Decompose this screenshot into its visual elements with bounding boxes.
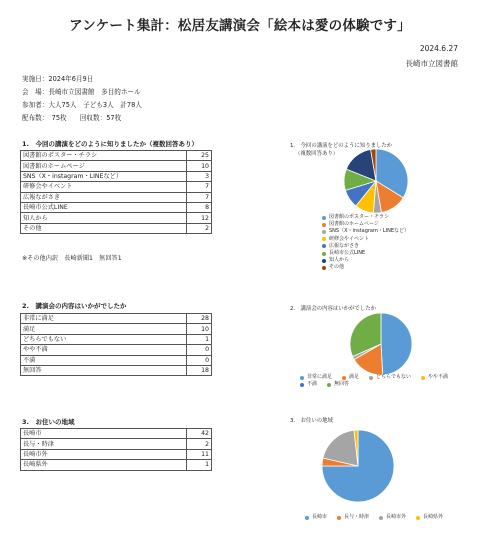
legend-swatch	[322, 266, 326, 270]
meta-participants: 参加者：大人75人 子ども3人 計78人	[22, 101, 142, 109]
legend-label: 長崎市	[312, 514, 328, 520]
legend-swatch	[300, 376, 304, 380]
row-label: 非常に満足	[21, 314, 187, 324]
table-row	[21, 355, 212, 365]
legend-label: どちらでもない	[376, 374, 411, 380]
legend-swatch	[322, 223, 326, 227]
chart1-title: 1. 今回の講演をどのように知りましたか	[290, 143, 393, 149]
chart1-pie	[340, 145, 420, 215]
row-label: その他	[21, 223, 187, 233]
table-row	[21, 439, 212, 449]
row-label: 知人から	[21, 213, 187, 223]
legend-label: 非常に満足	[307, 374, 333, 380]
row-label: 広報ながさき	[21, 192, 187, 202]
q3-table	[20, 428, 212, 471]
row-label: やや不満	[21, 345, 187, 355]
table-row	[21, 365, 212, 375]
table-row	[21, 345, 212, 355]
row-label: 無回答	[21, 365, 187, 375]
legend-item	[322, 264, 409, 271]
legend-label: 知人から	[329, 257, 350, 264]
legend-label: 長与・時津	[344, 514, 370, 520]
q2-table	[20, 313, 212, 376]
meta-date: 実施日：2024年6月9日	[22, 75, 94, 83]
legend-item	[322, 236, 409, 243]
chart2-legend	[300, 374, 470, 388]
legend-item	[327, 381, 349, 388]
row-value: 25	[187, 151, 212, 161]
page-title: アンケート集計：松居友講演会「絵本は愛の体験です」	[69, 18, 411, 34]
row-value: 0	[187, 355, 212, 365]
row-label: 不満	[21, 355, 187, 365]
table-row	[21, 182, 212, 192]
table-row	[21, 213, 212, 223]
legend-swatch	[421, 376, 425, 380]
row-value: 3	[187, 171, 212, 181]
legend-swatch	[300, 383, 304, 387]
row-label: どちらでもない	[21, 334, 187, 344]
row-value: 8	[187, 202, 212, 212]
row-label: 図書館のホームページ	[21, 161, 187, 171]
table-row	[21, 449, 212, 459]
row-value: 1	[187, 460, 212, 470]
legend-swatch	[337, 516, 341, 520]
legend-swatch	[322, 252, 326, 256]
meta-venue: 会 場：長崎市立図書館 多目的ホール	[22, 88, 141, 96]
meta-distribution: 配布数： 75枚 回収数：57枚	[22, 114, 122, 122]
legend-label: 研修会やイベント	[329, 235, 370, 242]
legend-item	[300, 381, 317, 388]
legend-item	[369, 374, 411, 381]
legend-swatch	[379, 516, 383, 520]
legend-swatch	[342, 376, 346, 380]
table-row	[21, 429, 212, 439]
row-value: 1	[187, 334, 212, 344]
legend-label: SNS（X・instagram・LINEなど）	[329, 228, 410, 235]
legend-item	[379, 514, 406, 521]
legend-swatch	[322, 237, 326, 241]
legend-label: 広報ながさき	[329, 242, 360, 249]
legend-swatch	[322, 244, 326, 248]
legend-swatch	[322, 216, 326, 220]
q1-note: ※その他内訳 長崎新聞1 無回答1	[22, 255, 122, 262]
legend-label: 長崎市外	[386, 514, 407, 520]
report-date: 2024.6.27	[419, 44, 458, 53]
table-row	[21, 460, 212, 470]
legend-label: 図書館のポスター・チラシ	[329, 214, 390, 220]
row-label: SNS（X・instagram・LINEなど）	[21, 171, 187, 181]
row-value: 7	[187, 182, 212, 192]
legend-label: 無回答	[334, 381, 350, 388]
organization-name: 長崎市立図書館	[405, 59, 458, 68]
pie-slice	[381, 313, 412, 375]
q1-heading: 1. 今回の講演をどのように知りましたか（複数回答あり）	[22, 140, 198, 148]
row-value: 2	[187, 223, 212, 233]
legend-item	[322, 228, 409, 235]
row-value: 18	[187, 365, 212, 375]
legend-label: 満足	[349, 374, 360, 380]
row-label: 長崎市	[21, 429, 187, 439]
row-value: 10	[187, 324, 212, 334]
legend-item	[421, 374, 448, 381]
row-label: 長崎市外	[21, 449, 187, 459]
table-row	[21, 161, 212, 171]
row-label: 長崎市公式LINE	[21, 202, 187, 212]
legend-label: その他	[329, 264, 345, 271]
legend-swatch	[322, 259, 326, 263]
chart3-legend	[305, 514, 475, 521]
q3-heading: 3. お住いの地域	[22, 418, 75, 426]
table-row	[21, 223, 212, 233]
chart3-pie	[322, 422, 402, 512]
legend-item	[416, 514, 443, 521]
legend-item	[322, 243, 409, 250]
row-label: 図書館のポスター・チラシ	[21, 151, 187, 161]
table-row	[21, 171, 212, 181]
legend-label: 長崎県外	[423, 514, 444, 520]
legend-label: 図書館のホームページ	[329, 221, 379, 228]
legend-label: 長崎市公式LINE	[329, 250, 366, 257]
table-row	[21, 334, 212, 344]
legend-swatch	[322, 230, 326, 234]
row-value: 2	[187, 439, 212, 449]
legend-swatch	[327, 383, 331, 387]
chart2-pie	[345, 310, 425, 380]
legend-swatch	[416, 516, 420, 520]
table-row	[21, 202, 212, 212]
row-value: 12	[187, 213, 212, 223]
legend-item	[305, 514, 327, 521]
table-row	[21, 192, 212, 202]
chart2-title: 2. 講演会の内容はいかがでしたか	[290, 306, 377, 312]
legend-label: やや不満	[427, 374, 448, 380]
chart3-title: 3. お住いの地域	[290, 418, 333, 424]
chart1-legend	[322, 214, 409, 272]
legend-swatch	[369, 376, 373, 380]
legend-swatch	[305, 516, 309, 520]
row-value: 10	[187, 161, 212, 171]
row-value: 42	[187, 429, 212, 439]
table-row	[21, 314, 212, 324]
q1-table	[20, 150, 212, 234]
row-value: 7	[187, 192, 212, 202]
row-value: 11	[187, 449, 212, 459]
row-label: 研修会やイベント	[21, 182, 187, 192]
legend-label: 不満	[307, 381, 318, 388]
row-value: 28	[187, 314, 212, 324]
row-label: 満足	[21, 324, 187, 334]
row-value: 0	[187, 345, 212, 355]
q2-heading: 2. 講演会の内容はいかがでしたか	[22, 302, 127, 310]
table-row	[21, 151, 212, 161]
table-row	[21, 324, 212, 334]
row-label: 長与・時津	[21, 439, 187, 449]
row-label: 長崎県外	[21, 460, 187, 470]
chart1-subtitle: （複数回答あり）	[295, 151, 339, 157]
legend-item	[337, 514, 369, 521]
